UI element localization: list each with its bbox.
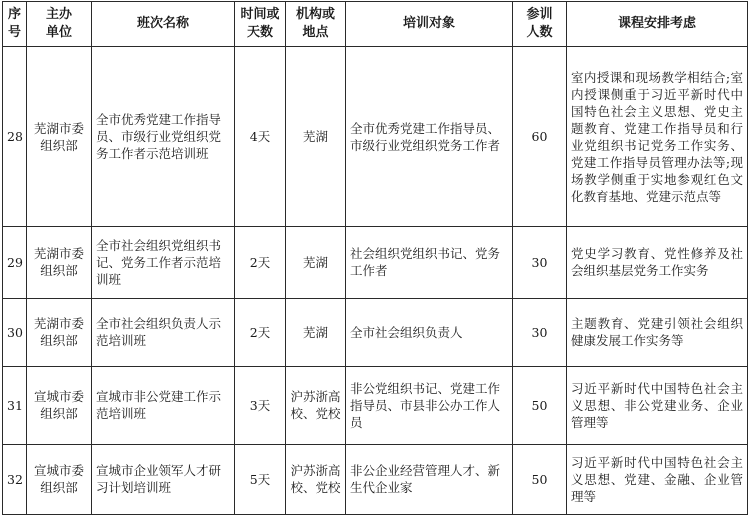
cell-host: 芜湖市委组织部: [27, 47, 92, 227]
cell-course: 宣城市企业领军人才研习计划培训班: [92, 444, 235, 514]
cell-host: 芜湖市委组织部: [27, 298, 92, 366]
cell-course: 全市社会组织负责人示范培训班: [92, 298, 235, 366]
cell-course: 全市优秀党建工作指导员、市级行业党组织党务工作者示范培训班: [92, 47, 235, 227]
cell-venue: 芜湖: [286, 47, 346, 227]
cell-count: 50: [513, 444, 567, 514]
cell-count: 60: [513, 47, 567, 227]
cell-host: 宣城市委组织部: [27, 366, 92, 444]
cell-venue: 芜湖: [286, 227, 346, 298]
cell-duration: 2天: [235, 227, 286, 298]
cell-content: 习近平新时代中国特色社会主义思想、党建、金融、企业管理等: [567, 444, 748, 514]
table-row: [3, 298, 748, 366]
table-row: [3, 227, 748, 298]
cell-course: 全市社会组织党组织书记、党务工作者示范培训班: [92, 227, 235, 298]
cell-host: 芜湖市委组织部: [27, 227, 92, 298]
cell-host: 宣城市委组织部: [27, 444, 92, 514]
cell-seq: 29: [3, 227, 27, 298]
header-row: [3, 2, 748, 47]
cell-count: 50: [513, 366, 567, 444]
training-plan-table: [2, 1, 748, 515]
cell-seq: 30: [3, 298, 27, 366]
cell-count: 30: [513, 298, 567, 366]
table-row: [3, 444, 748, 514]
header-course: 班次名称: [92, 2, 235, 47]
cell-venue: 沪苏浙高校、党校: [286, 366, 346, 444]
header-venue: 机构或 地点: [286, 2, 346, 47]
cell-count: 30: [513, 227, 567, 298]
cell-venue: 沪苏浙高校、党校: [286, 444, 346, 514]
cell-content: 室内授课和现场教学相结合;室内授课侧重于习近平新时代中国特色社会主义思想、党史主题教育、党建工作指导员和行业党组织书记党务工作实务、党建工作指导员管理办法等;现场教学侧重于实地参观红色文化教育基地、党建示范点等: [567, 47, 748, 227]
cell-duration: 5天: [235, 444, 286, 514]
header-audience: 培训对象: [346, 2, 513, 47]
cell-audience: 非公企业经营管理人才、新生代企业家: [346, 444, 513, 514]
cell-venue: 芜湖: [286, 298, 346, 366]
header-duration: 时间或 天数: [235, 2, 286, 47]
cell-content: 主题教育、党建引领社会组织健康发展工作实务等: [567, 298, 748, 366]
cell-audience: 全市优秀党建工作指导员、市级行业党组织党务工作者: [346, 47, 513, 227]
cell-seq: 32: [3, 444, 27, 514]
cell-seq: 31: [3, 366, 27, 444]
table-row: [3, 47, 748, 227]
header-count: 参训 人数: [513, 2, 567, 47]
cell-duration: 4天: [235, 47, 286, 227]
header-seq: 序 号: [3, 2, 27, 47]
cell-course: 宣城市非公党建工作示范培训班: [92, 366, 235, 444]
header-host: 主办 单位: [27, 2, 92, 47]
header-content: 课程安排考虑: [567, 2, 748, 47]
cell-content: 习近平新时代中国特色社会主义思想、非公党建业务、企业管理等: [567, 366, 748, 444]
table-row: [3, 366, 748, 444]
cell-seq: 28: [3, 47, 27, 227]
cell-content: 党史学习教育、党性修养及社会组织基层党务工作实务: [567, 227, 748, 298]
cell-audience: 全市社会组织负责人: [346, 298, 513, 366]
cell-audience: 社会组织党组织书记、党务工作者: [346, 227, 513, 298]
cell-duration: 3天: [235, 366, 286, 444]
cell-audience: 非公党组织书记、党建工作指导员、市县非公办工作人员: [346, 366, 513, 444]
cell-duration: 2天: [235, 298, 286, 366]
